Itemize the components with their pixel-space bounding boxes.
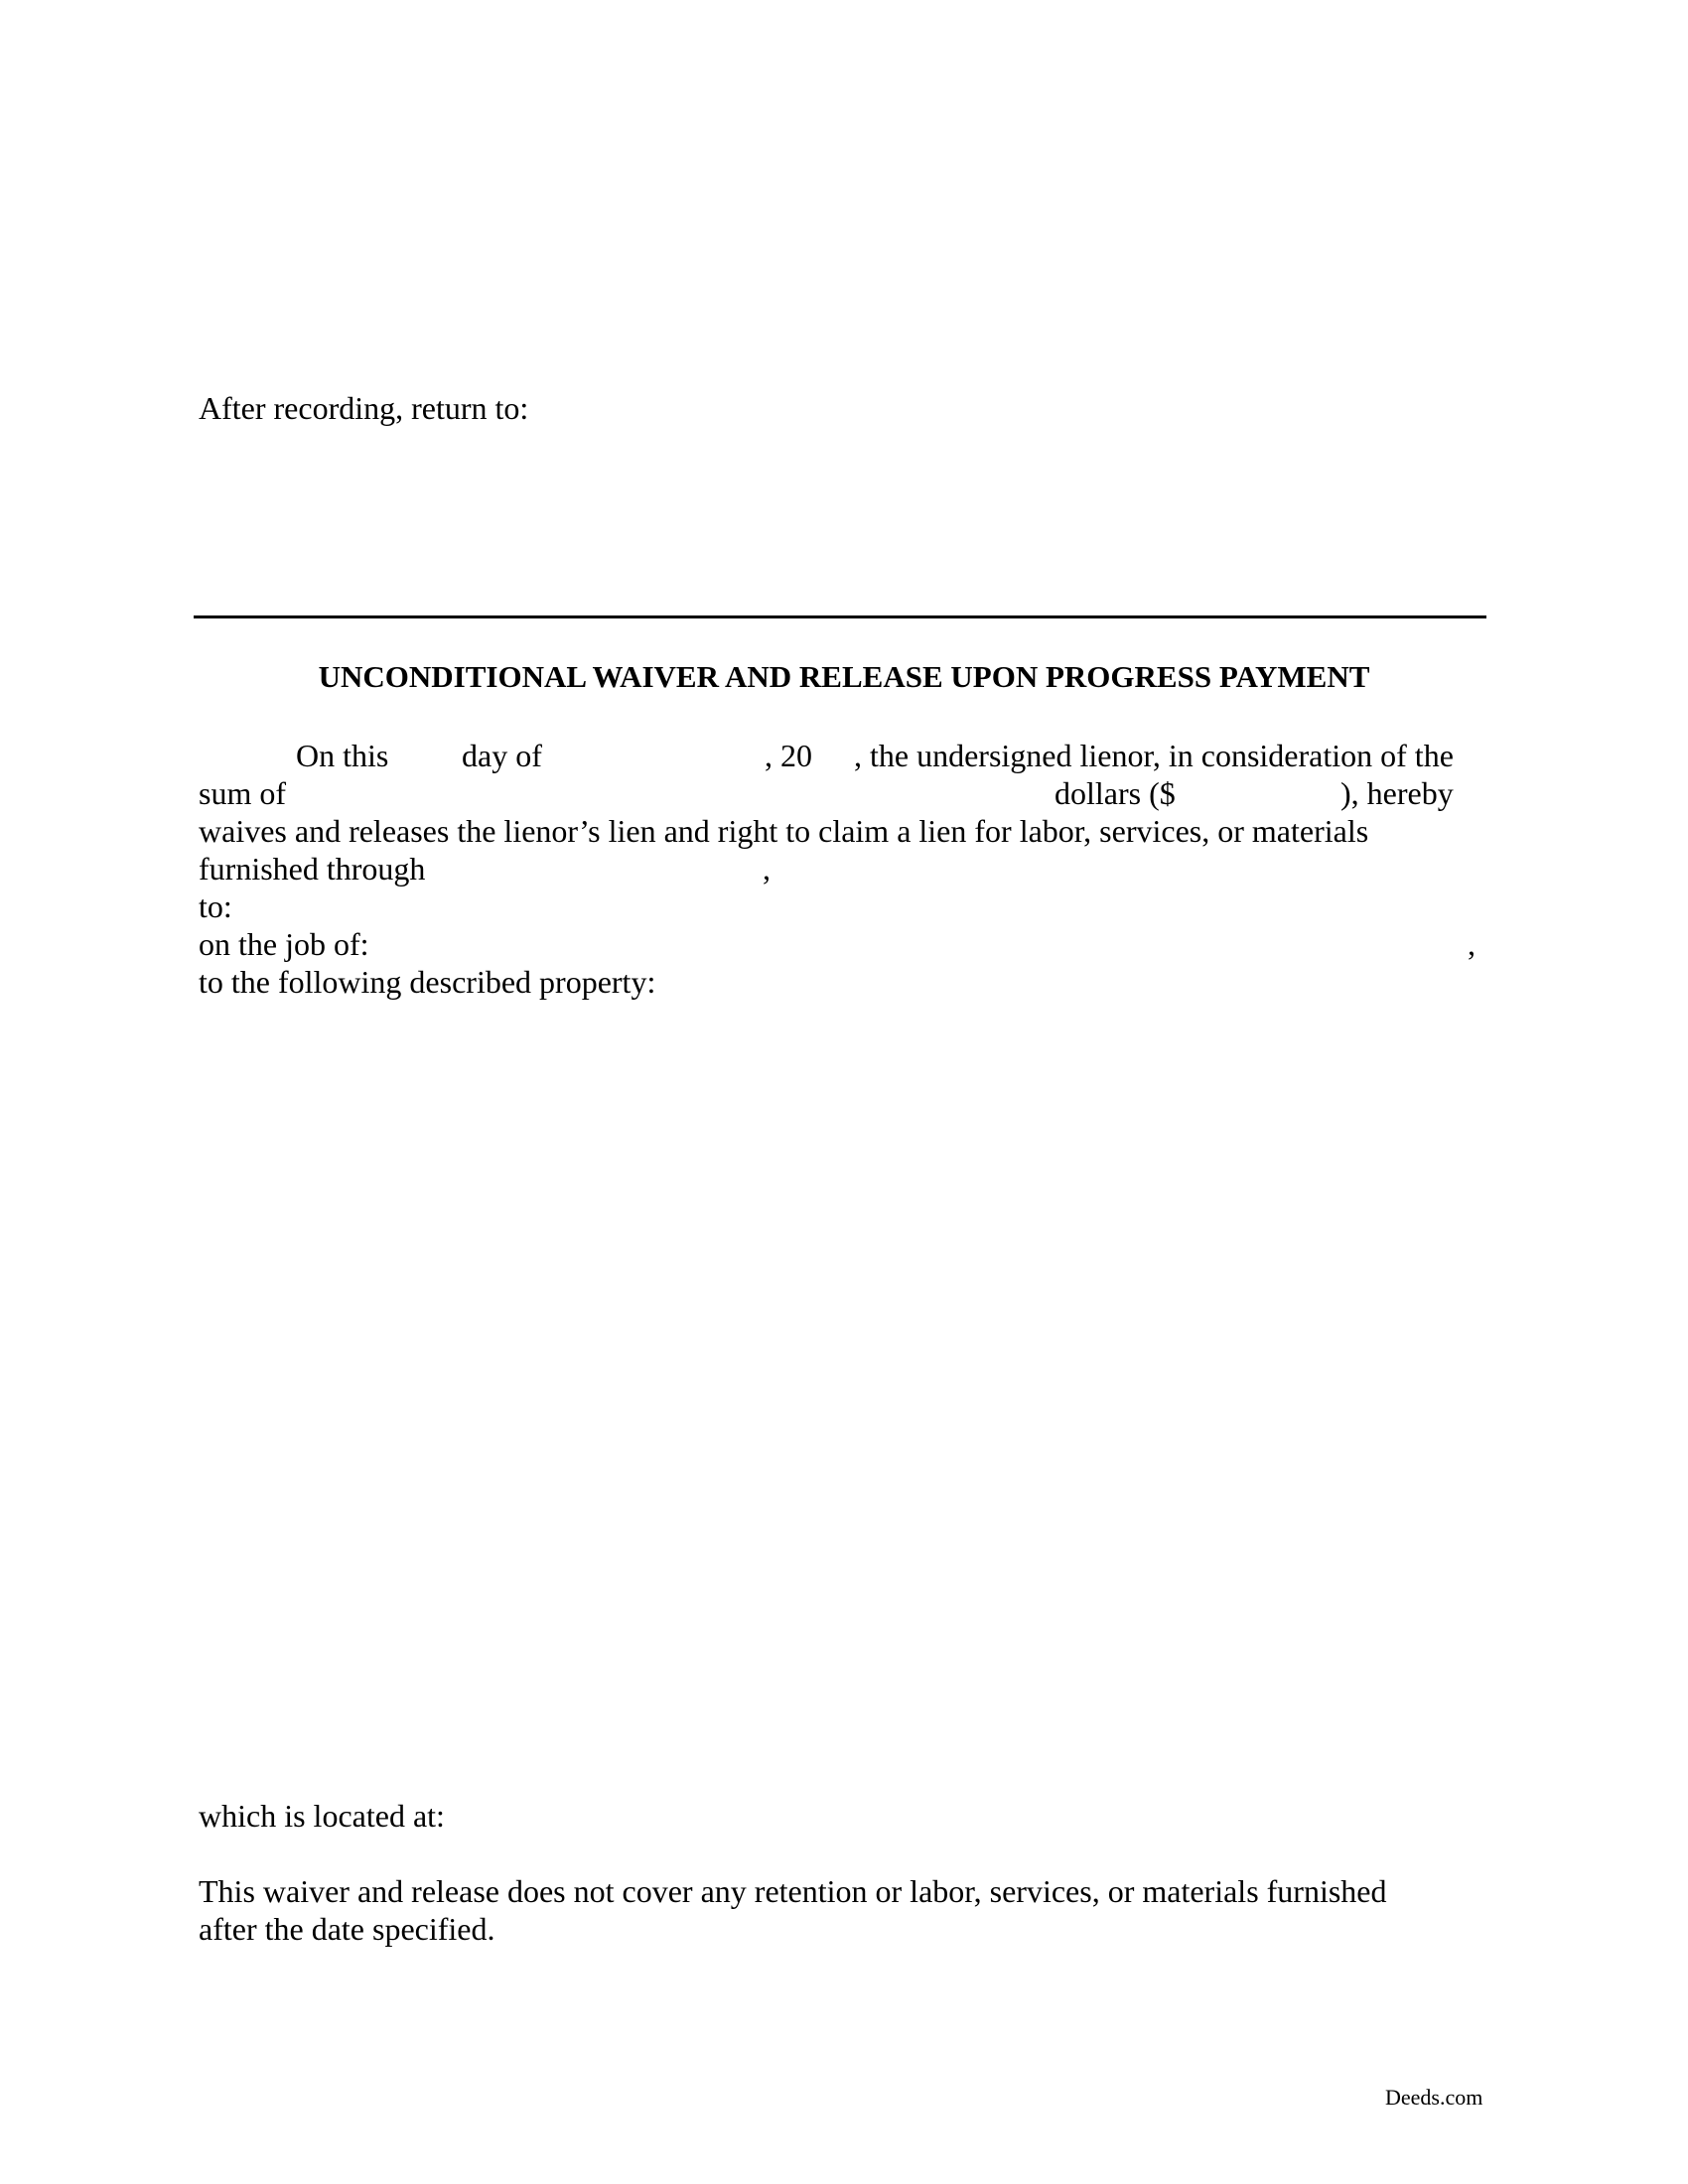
- following-property-label: to the following described property:: [199, 964, 656, 1000]
- consideration-text: , the undersigned lienor, in consideration of the: [854, 738, 1454, 773]
- hereby-text: ), hereby: [1340, 775, 1454, 811]
- year-prefix-text: , 20: [765, 738, 812, 773]
- document-title: UNCONDITIONAL WAIVER AND RELEASE UPON PROGRESS PAYMENT: [318, 659, 1370, 694]
- furnished-comma: ,: [763, 851, 771, 887]
- return-to-label: After recording, return to:: [199, 390, 529, 426]
- located-at-label: which is located at:: [199, 1798, 445, 1834]
- on-this-text: On this: [296, 738, 389, 773]
- dollars-text: dollars ($: [1055, 775, 1176, 811]
- job-comma: ,: [1468, 926, 1476, 962]
- footer-watermark: Deeds.com: [1385, 2085, 1483, 2110]
- day-of-text: day of: [462, 738, 542, 773]
- on-the-job-of-label: on the job of:: [199, 926, 369, 962]
- sum-of-text: sum of: [199, 775, 286, 811]
- horizontal-divider: [194, 615, 1486, 618]
- closing-line-1: This waiver and release does not cover any retention or labor, services, or materials furnished: [199, 1873, 1387, 1909]
- closing-line-2: after the date specified.: [199, 1911, 495, 1947]
- furnished-through-text: furnished through: [199, 851, 426, 887]
- to-label: to:: [199, 888, 232, 924]
- waives-line-text: waives and releases the lienor’s lien and right to claim a lien for labor, services, or materials: [199, 813, 1369, 849]
